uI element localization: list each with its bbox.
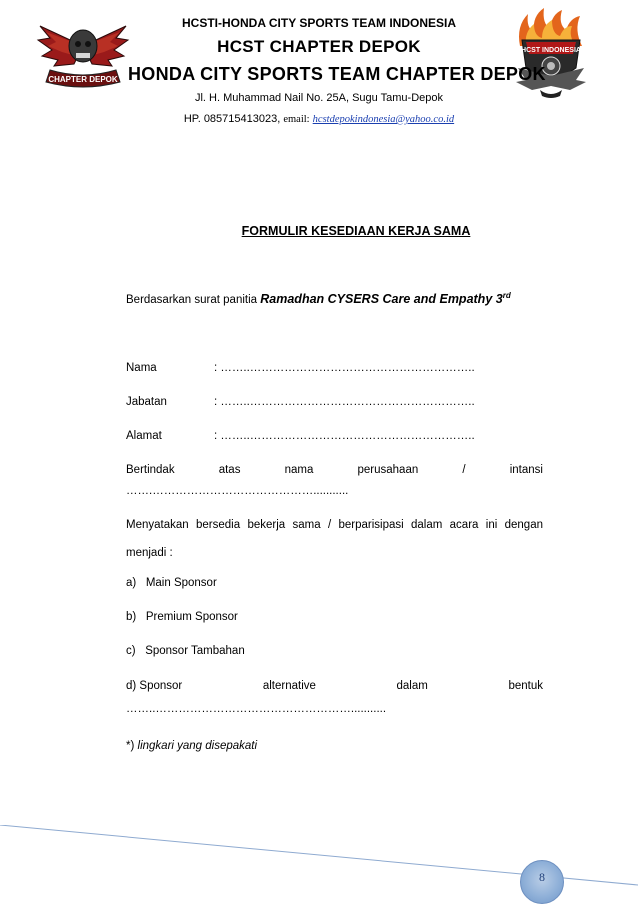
word: perusahaan (357, 464, 419, 476)
word: dalam (411, 519, 443, 531)
email-label: email: (283, 114, 310, 125)
field-label: Jabatan (126, 396, 167, 408)
option-c (126, 645, 245, 657)
option-key: c) (126, 645, 136, 657)
note-mark: *) (126, 740, 135, 752)
field-value: : ……..………………………………………………….. (214, 362, 475, 374)
field-label: Alamat (126, 430, 162, 442)
acting-line (126, 464, 543, 476)
word: bekerja (247, 519, 286, 531)
option-label: Sponsor Tambahan (145, 645, 245, 657)
event-name: Ramadhan CYSERS Care and Empathy 3rd (260, 291, 511, 307)
field-value: : ……..………………………………………………….. (214, 396, 475, 408)
contact-line (0, 113, 638, 125)
intro-prefix: Berdasarkan surat panitia (126, 294, 258, 307)
word: bersedia (195, 519, 241, 531)
option-label: Main Sponsor (145, 577, 217, 589)
field-value: : ……..………………………………………………….. (214, 430, 475, 442)
word: sama (292, 519, 321, 531)
phone-text: HP. 085715413023, (183, 113, 281, 125)
acting-dots: …….……………………………………........... (126, 485, 349, 497)
page-number: 8 (539, 870, 545, 884)
statement-end: menjadi : (126, 547, 173, 559)
option-key: a) (126, 577, 137, 589)
word: bentuk (508, 680, 543, 692)
chapter-title: HCST CHAPTER DEPOK (217, 37, 421, 56)
word: nama (284, 464, 314, 476)
word: Bertindak (126, 464, 175, 476)
option-b (126, 611, 238, 623)
word: alternative (262, 680, 316, 692)
logo-right-text: HCST INDONESIA (521, 47, 581, 54)
word: ini (485, 519, 498, 531)
note-text: lingkari yang disepakati (137, 740, 258, 752)
word: / (327, 519, 332, 531)
option-key: b) (126, 611, 137, 623)
word: d) Sponsor (126, 680, 183, 692)
email-link[interactable]: hcstdepokindonesia@yahoo.co.id (312, 114, 455, 125)
organization-name: HCSTI-HONDA CITY SPORTS TEAM INDONESIA (181, 16, 456, 30)
form-title: FORMULIR KESEDIAAN KERJA SAMA (241, 224, 471, 238)
intro-line (126, 291, 511, 306)
team-title: HONDA CITY SPORTS TEAM CHAPTER DEPOK (128, 64, 546, 84)
word: dalam (396, 680, 428, 692)
word: berparisipasi (338, 519, 404, 531)
field-alamat (126, 430, 546, 446)
word: acara (449, 519, 479, 531)
word: / (462, 464, 466, 476)
logo-left-text: CHAPTER DEPOK (48, 75, 118, 84)
option-d (126, 680, 543, 692)
statement-line (126, 519, 543, 531)
field-jabatan (126, 396, 546, 412)
word: atas (218, 464, 241, 476)
address-line: Jl. H. Muhammad Nail No. 25A, Sugu Tamu-Depok (194, 92, 443, 104)
word: Menyatakan (126, 519, 189, 531)
field-label: Nama (126, 362, 157, 374)
field-nama (126, 362, 546, 378)
word: intansi (509, 464, 543, 476)
option-d-dots: ……..……………………………………………........... (126, 703, 387, 715)
option-label: Premium Sponsor (145, 611, 238, 623)
note-line (126, 740, 257, 752)
option-a (126, 577, 217, 589)
word: dengan (504, 519, 543, 531)
